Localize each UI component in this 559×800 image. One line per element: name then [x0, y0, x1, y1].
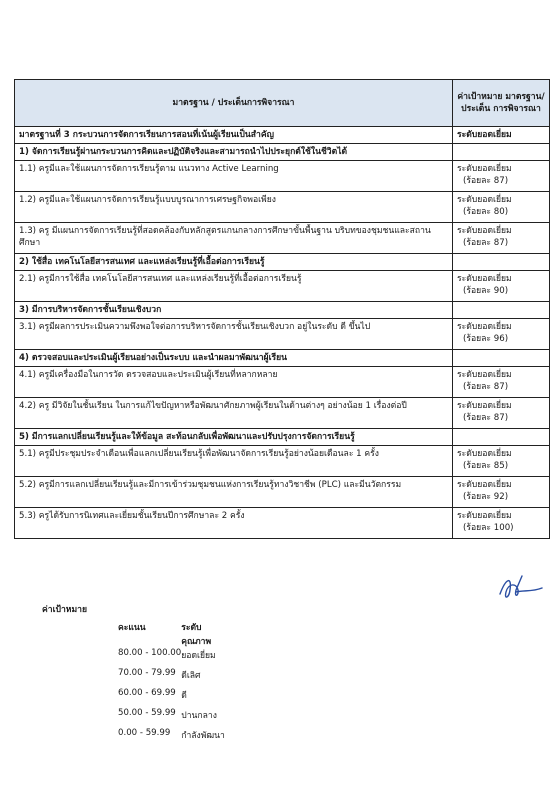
legend-level: ปานกลาง	[181, 711, 217, 721]
table-header-row	[15, 80, 550, 127]
legend-level: กำลังพัฒนา	[181, 731, 225, 741]
legend-score: 80.00 - 100.00	[118, 648, 182, 658]
legend-title: ค่าเป้าหมาย	[42, 605, 87, 615]
criteria-item-target	[453, 508, 550, 539]
section-row	[15, 144, 550, 161]
target-percent: (ร้อยละ 87)	[463, 413, 509, 423]
target-percent: (ร้อยละ 92)	[463, 492, 509, 502]
target-level: ระดับยอดเยี่ยม	[457, 511, 512, 521]
criteria-item-target	[453, 398, 550, 429]
criteria-item-text: 5.2) ครูมีการแลกเปลี่ยนเรียนรู้และมีการเข้าร่วมชุมชนแห่งการเรียนรู้ทางวิชาชีพ (PLC) และมีนวัตกรรม	[15, 477, 453, 508]
target-percent: (ร้อยละ 96)	[463, 334, 509, 344]
criteria-header: มาตรฐาน / ประเด็นการพิจารณา	[15, 80, 453, 127]
legend-table	[118, 620, 225, 748]
criteria-item-text: 1.3) ครู มีแผนการจัดการเรียนรู้ที่สอดคล้องกับหลักสูตรแกนกลางการศึกษาขั้นพื้นฐาน บริบทของชุมชนและสถานศึกษา	[15, 223, 453, 254]
criteria-item-row	[15, 161, 550, 192]
section-title: 3) มีการบริหารจัดการชั้นเรียนเชิงบวก	[15, 302, 453, 319]
section-target-empty	[453, 254, 550, 271]
target-level: ระดับยอดเยี่ยม	[457, 370, 512, 380]
criteria-item-text: 2.1) ครูมีการใช้สื่อ เทคโนโลยีสารสนเทศ และแหล่งเรียนรู้ที่เอื้อต่อการเรียนรู้	[15, 271, 453, 302]
target-percent: (ร้อยละ 87)	[463, 176, 509, 186]
section-row	[15, 429, 550, 446]
criteria-item-text: 5.3) ครูได้รับการนิเทศและเยี่ยมชั้นเรียนปีการศึกษาละ 2 ครั้ง	[15, 508, 453, 539]
criteria-item-row	[15, 398, 550, 429]
criteria-item-row	[15, 367, 550, 398]
section-target-empty	[453, 350, 550, 367]
legend-row	[118, 728, 225, 748]
criteria-item-text: 4.2) ครู มีวิจัยในชั้นเรียน ในการแก้ไขปัญหาหรือพัฒนาศักยภาพผู้เรียนในด้านต่างๆ อย่างน้อย 1 เรื่องต่อปี	[15, 398, 453, 429]
signature-mark	[492, 572, 544, 606]
criteria-item-text: 4.1) ครูมีเครื่องมือในการวัด ตรวจสอบและประเมินผู้เรียนที่หลากหลาย	[15, 367, 453, 398]
target-level: ระดับยอดเยี่ยม	[457, 401, 512, 411]
criteria-item-target	[453, 446, 550, 477]
criteria-item-target	[453, 161, 550, 192]
section-row	[15, 254, 550, 271]
criteria-item-row	[15, 319, 550, 350]
legend-level-header: ระดับคุณภาพ	[181, 623, 212, 647]
target-level: ระดับยอดเยี่ยม	[457, 164, 512, 174]
section-title: 2) ใช้สื่อ เทคโนโลยีสารสนเทศ และแหล่งเรียนรู้ที่เอื้อต่อการเรียนรู้	[15, 254, 453, 271]
section-target-empty	[453, 429, 550, 446]
legend-row	[118, 668, 225, 688]
criteria-item-row	[15, 192, 550, 223]
section-title: 4) ตรวจสอบและประเมินผู้เรียนอย่างเป็นระบบ และนำผลมาพัฒนาผู้เรียน	[15, 350, 453, 367]
target-percent: (ร้อยละ 90)	[463, 286, 509, 296]
target-header: ค่าเป้าหมาย มาตรฐาน/ประเด็น การพิจารณา	[453, 80, 550, 127]
criteria-item-row	[15, 223, 550, 254]
target-level: ระดับยอดเยี่ยม	[457, 480, 512, 490]
legend-header-row	[118, 620, 225, 648]
criteria-item-row	[15, 446, 550, 477]
target-percent: (ร้อยละ 100)	[463, 523, 514, 533]
legend-score: 70.00 - 79.99	[118, 668, 176, 678]
criteria-item-row	[15, 508, 550, 539]
target-level: ระดับยอดเยี่ยม	[457, 322, 512, 332]
legend-score: 60.00 - 69.99	[118, 688, 176, 698]
target-percent: (ร้อยละ 87)	[463, 238, 509, 248]
criteria-item-row	[15, 477, 550, 508]
criteria-table	[14, 79, 550, 539]
standard-row	[15, 127, 550, 144]
section-row	[15, 302, 550, 319]
criteria-item-row	[15, 271, 550, 302]
criteria-item-target	[453, 223, 550, 254]
legend-row	[118, 648, 225, 668]
legend-level: ดี	[181, 691, 187, 701]
criteria-item-text: 1.1) ครูมีและใช้แผนการจัดการเรียนรู้ตาม แนวทาง Active Learning	[15, 161, 453, 192]
criteria-item-target	[453, 367, 550, 398]
target-percent: (ร้อยละ 87)	[463, 382, 509, 392]
legend-row	[118, 688, 225, 708]
legend-score-header: คะแนน	[118, 623, 146, 633]
target-percent: (ร้อยละ 80)	[463, 207, 509, 217]
criteria-item-target	[453, 477, 550, 508]
legend-row	[118, 708, 225, 728]
criteria-item-text: 3.1) ครูมีผลการประเมินความพึงพอใจต่อการบริหารจัดการชั้นเรียนเชิงบวก อยู่ในระดับ ดี ขึ้นไป	[15, 319, 453, 350]
section-title: 5) มีการแลกเปลี่ยนเรียนรู้และให้ข้อมูล สะท้อนกลับเพื่อพัฒนาและปรับปรุงการจัดการเรียนรู้	[15, 429, 453, 446]
target-level: ระดับยอดเยี่ยม	[457, 195, 512, 205]
criteria-item-target	[453, 271, 550, 302]
target-percent: (ร้อยละ 85)	[463, 461, 509, 471]
criteria-item-text: 5.1) ครูมีประชุมประจำเดือนเพื่อแลกเปลี่ยนเรียนรู้เพื่อพัฒนาจัดการเรียนรู้อย่างน้อยเดือนละ 1 ครั้ง	[15, 446, 453, 477]
standard-target: ระดับยอดเยี่ยม	[453, 127, 550, 144]
target-level: ระดับยอดเยี่ยม	[457, 274, 512, 284]
legend-score: 0.00 - 59.99	[118, 728, 171, 738]
criteria-item-text: 1.2) ครูมีและใช้แผนการจัดการเรียนรู้แบบบูรณาการเศรษฐกิจพอเพียง	[15, 192, 453, 223]
target-level: ระดับยอดเยี่ยม	[457, 226, 512, 236]
legend-level: ยอดเยี่ยม	[181, 651, 216, 661]
section-row	[15, 350, 550, 367]
legend-score: 50.00 - 59.99	[118, 708, 176, 718]
section-target-empty	[453, 302, 550, 319]
standard-label: มาตรฐานที่ 3 กระบวนการจัดการเรียนการสอนที่เน้นผู้เรียนเป็นสำคัญ	[15, 127, 453, 144]
target-level: ระดับยอดเยี่ยม	[457, 449, 512, 459]
criteria-item-target	[453, 192, 550, 223]
criteria-item-target	[453, 319, 550, 350]
section-title: 1) จัดการเรียนรู้ผ่านกระบวนการคิดและปฏิบัติจริงและสามารถนำไปประยุกต์ใช้ในชีวิตได้	[15, 144, 453, 161]
section-target-empty	[453, 144, 550, 161]
legend-level: ดีเลิศ	[181, 671, 201, 681]
